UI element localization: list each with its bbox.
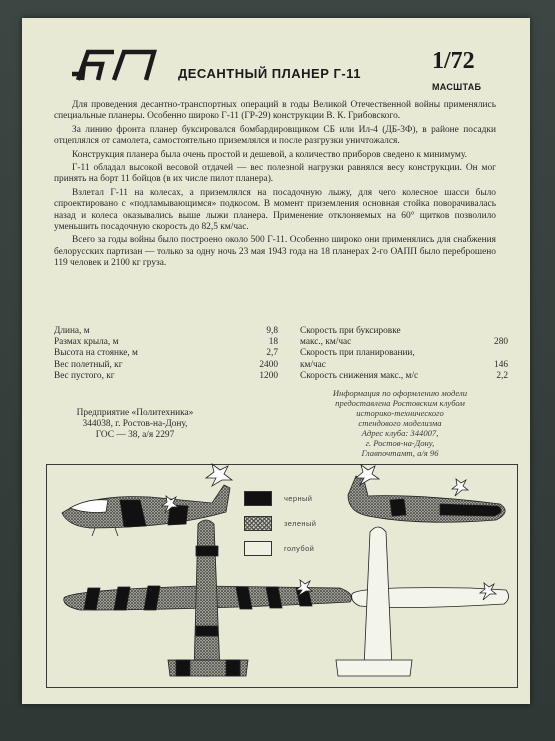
spec-label: Высота на стоянке, м: [54, 348, 138, 359]
spec-label: Вес пустого, кг: [54, 370, 115, 381]
spec-value: 280: [494, 337, 508, 348]
legend-swatch-black: [244, 491, 272, 506]
publisher-line: 344038, г. Ростов-на-Дону,: [82, 419, 188, 429]
legend-item: [244, 541, 316, 556]
legend-label: черный: [284, 494, 313, 503]
bottom-view: [336, 527, 509, 676]
spec-value: 146: [494, 359, 508, 370]
spec-value: 18: [268, 337, 278, 348]
spec-label: Скорость при планировании, км/час: [300, 348, 415, 370]
info-line: Главпочтамт, а/я 96: [361, 448, 439, 458]
legend-item: [244, 491, 316, 506]
paragraph: Взлетал Г-11 на колесах, а приземлялся на посадочную лыжу, для чего колесное шасси было спроектировано с «подламывающимся» подкосом. В момент приземления основная стойка поворачивалась назад и колеса оказывались выше лыжи планера. Применение отклоняемых на 60° щитков позволило уменьшить посадочную скорость до 82,5 км/час.: [54, 187, 496, 233]
legend-swatch-green: [244, 516, 272, 531]
info-line: Информация по оформлению модели: [332, 388, 468, 398]
scale-value: 1/72: [432, 48, 475, 74]
info-line: Адрес клуба: 344007,: [361, 428, 439, 438]
page-title: ДЕСАНТНЫЙ ПЛАНЕР Г-11: [178, 66, 361, 81]
paragraph: Всего за годы войны было построено около 500 Г-11. Особенно широко они применялись для снабжения белорусских партизан — только за одну ночь 23 мая 1943 года на 18 планерах 2-го ОАПП было переброшено 119 человек и 2100 кг груза.: [54, 235, 496, 269]
legend-label: зеленый: [284, 519, 317, 528]
spec-label: Длина, м: [54, 326, 90, 336]
spec-value: 1200: [259, 370, 278, 381]
legend-item: [244, 516, 316, 531]
spec-label: Вес полетный, кг: [54, 359, 123, 370]
publisher-line: ГОС — 38, а/я 2297: [95, 430, 175, 440]
spec-label: Скорость при буксировке макс., км/час: [300, 326, 401, 348]
legend-label: голубой: [284, 544, 315, 553]
color-legend: [244, 491, 316, 566]
publisher-line: Предприятие «Политехника»: [76, 408, 194, 418]
spec-value: 2,7: [266, 348, 278, 359]
side-view-right: [348, 465, 505, 522]
spec-label: Скорость снижения макс., м/с: [300, 370, 419, 381]
scale-label: МАСШТАБ: [432, 82, 482, 92]
spec-value: 9,8: [266, 326, 278, 336]
info-line: историко-технического: [356, 408, 444, 418]
info-line: предоставлена Ростовским клубом: [335, 398, 465, 408]
spec-value: 2400: [259, 359, 278, 370]
paragraph: Г-11 обладал высокой весовой отдачей — вес полезной нагрузки равнялся весу конструкции. Он мог принять на борт 11 бойцов (в их числе пилот планера).: [54, 163, 496, 185]
spec-label: Размах крыла, м: [54, 337, 119, 348]
paragraph: За линию фронта планер буксировался бомбардировщиком СБ или Ил-4 (ДБ-3Ф), в районе посадки отцеплялся от самолета, самостоятельно приземлялся и после разгрузки уничтожался.: [54, 124, 496, 147]
spec-value: 2,2: [496, 370, 508, 381]
legend-swatch-blue: [244, 541, 272, 556]
info-line: стендового моделизма: [358, 418, 442, 428]
paragraph: Для проведения десантно-транспортных операций в годы Великой Отечественной войны применялись специальные планеры. Особенно широко Г-11 (ГР-29) конструкции В. К. Грибовского.: [54, 100, 496, 122]
paragraph: Конструкция планера была очень простой и дешевой, а количество приборов сведено к минимуму.: [72, 149, 467, 160]
info-line: г. Ростов-на-Дону,: [365, 438, 435, 448]
